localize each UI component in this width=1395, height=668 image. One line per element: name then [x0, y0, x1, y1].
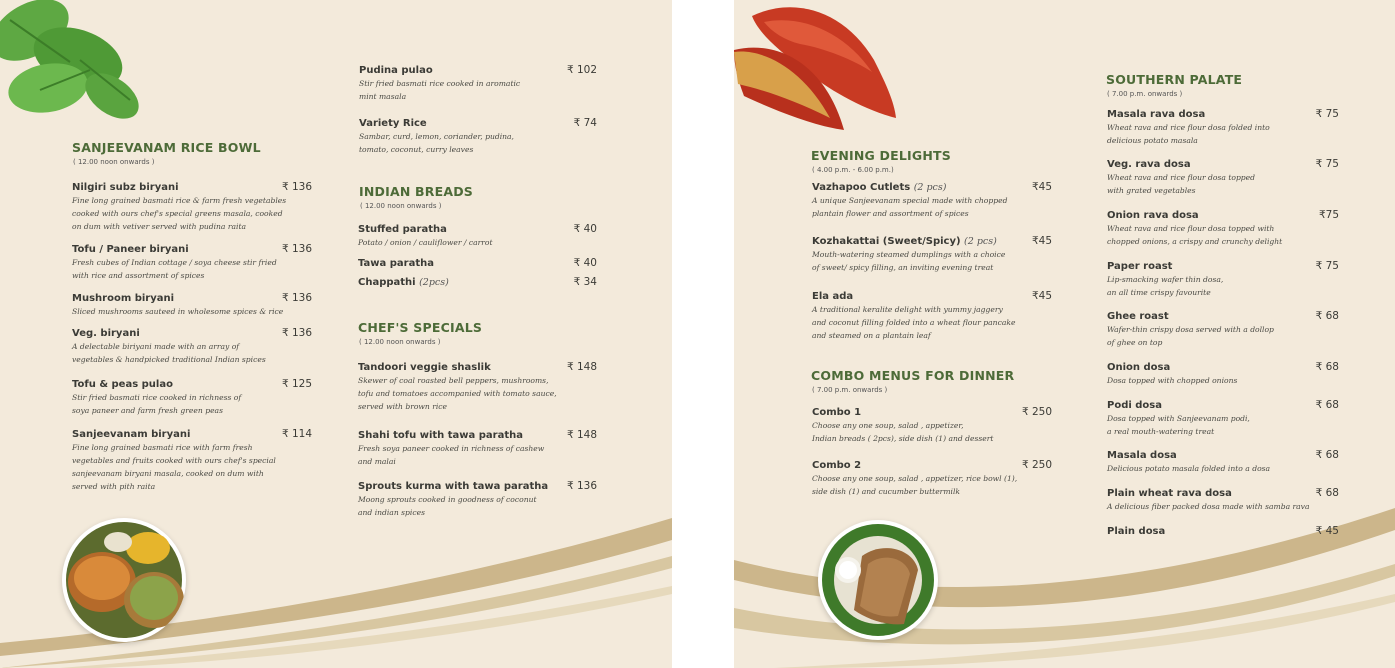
item-description: [358, 442, 597, 468]
item-description-line: with grated vegetables: [1107, 186, 1196, 195]
item-name: [358, 224, 447, 235]
item-description-line: tofu and tomatoes accompanied with tomato sauce,: [358, 389, 557, 398]
menu-item-row: [1107, 158, 1339, 170]
menu-item-tawa-paratha: [358, 257, 597, 269]
item-description: [812, 194, 1052, 220]
item-price: ₹ 250: [1021, 459, 1052, 471]
section-title: SANJEEVANAM RICE BOWL: [72, 140, 261, 155]
item-name-text: Vazhapoo Cutlets: [812, 182, 911, 193]
item-name-text: Plain wheat rava dosa: [1107, 488, 1232, 499]
item-description: [1107, 412, 1339, 438]
item-description-line: Indian breads ( 2pcs), side dish (1) and dessert: [812, 434, 994, 443]
menu-item-tofu-peas-pulao: [72, 378, 312, 417]
item-description: [1107, 374, 1339, 387]
item-description-line: served with brown rice: [358, 402, 448, 411]
item-name: [72, 244, 189, 255]
item-description: [1107, 222, 1339, 248]
item-price: ₹ 114: [281, 428, 312, 440]
item-name: [359, 118, 427, 129]
section-header-evening-delights: [811, 148, 951, 174]
item-name-text: Veg. rava dosa: [1107, 159, 1191, 170]
item-price: ₹ 136: [566, 480, 597, 492]
item-description: [358, 374, 597, 413]
menu-item-sprouts-kurma-with-tawa-paratha: [358, 480, 597, 519]
item-name-text: Paper roast: [1107, 261, 1173, 272]
item-description: [72, 340, 312, 366]
menu-item-row: [1107, 525, 1339, 537]
menu-item-row: [812, 235, 1052, 247]
menu-item-mushroom-biryani: [72, 292, 312, 318]
item-price: ₹ 75: [1315, 260, 1339, 272]
item-description: [812, 472, 1052, 498]
section-title: COMBO MENUS FOR DINNER: [811, 368, 1015, 383]
banana-flower-illustration: [734, 0, 904, 135]
item-description-line: chopped onions, a crispy and crunchy delight: [1107, 237, 1283, 246]
item-description: [1107, 500, 1339, 513]
menu-item-row: [72, 243, 312, 255]
item-name: [358, 258, 434, 269]
item-name: [1107, 450, 1177, 461]
menu-item-row: [1107, 487, 1339, 499]
menu-item-row: [358, 429, 597, 441]
menu-item-row: [358, 276, 597, 288]
section-header-indian-breads: [359, 184, 473, 210]
item-description-line: Fresh soya paneer cooked in richness of cashew: [358, 444, 545, 453]
menu-item-plain-dosa: [1107, 525, 1339, 537]
item-description-line: Skewer of coal roasted bell peppers, mushrooms,: [358, 376, 549, 385]
menu-item-row: [1107, 209, 1339, 221]
menu-item-stuffed-paratha: [358, 223, 597, 249]
menu-item-ela-ada: [812, 290, 1052, 342]
section-title: CHEF'S SPECIALS: [358, 320, 483, 335]
item-description-line: Fine long grained basmati rice with farm fresh: [72, 443, 253, 452]
item-name: [72, 328, 140, 339]
item-name-text: Ghee roast: [1107, 311, 1169, 322]
item-name: [1107, 400, 1162, 411]
item-name-text: Combo 2: [812, 460, 862, 471]
item-description-line: and coconut filling folded into a wheat flour pancake: [812, 318, 1016, 327]
dosa-photo: [818, 520, 938, 640]
item-name: [812, 291, 853, 302]
item-name: [358, 430, 523, 441]
menu-item-row: [812, 459, 1052, 471]
item-name-text: Plain dosa: [1107, 526, 1166, 537]
item-name-text: Sanjeevanam biryani: [72, 429, 191, 440]
menu-item-tandoori-veggie-shaslik: [358, 361, 597, 413]
item-description-line: served with pith raita: [72, 482, 156, 491]
item-description-line: soya paneer and farm fresh green peas: [72, 406, 223, 415]
menu-item-onion-rava-dosa: [1107, 209, 1339, 248]
menu-item-onion-dosa: [1107, 361, 1339, 387]
item-name-text: Variety Rice: [359, 118, 427, 129]
item-price: ₹ 45: [1315, 525, 1339, 537]
item-name-text: Kozhakattai (Sweet/Spicy): [812, 236, 961, 247]
section-header-southern-palate: [1106, 72, 1242, 98]
menu-item-row: [358, 223, 597, 235]
item-description-line: A traditional keralite delight with yummy jaggery: [812, 305, 1003, 314]
item-price: ₹ 68: [1315, 449, 1339, 461]
menu-item-chappathi: [358, 276, 597, 288]
mint-leaf-illustration: [0, 0, 170, 140]
item-name-text: Masala rava dosa: [1107, 109, 1206, 120]
item-name: [1107, 488, 1232, 499]
item-description-line: tomato, coconut, curry leaves: [359, 145, 474, 154]
menu-item-plain-wheat-rava-dosa: [1107, 487, 1339, 513]
item-description: [359, 130, 597, 156]
item-description-line: Fine long grained basmati rice & farm fresh vegetables: [72, 196, 287, 205]
item-description-line: A delicious fiber packed dosa made with samba rava: [1107, 502, 1310, 511]
item-name: [812, 236, 997, 247]
menu-page-left: [0, 0, 672, 668]
item-description-line: Dosa topped with chopped onions: [1107, 376, 1238, 385]
item-name: [72, 293, 174, 304]
menu-item-row: [72, 428, 312, 440]
item-description-line: Sambar, curd, lemon, coriander, pudina,: [359, 132, 514, 141]
menu-item-shahi-tofu-with-tawa-paratha: [358, 429, 597, 468]
item-description-line: a real mouth-watering treat: [1107, 427, 1215, 436]
item-price: ₹75: [1318, 209, 1339, 221]
item-description-line: Potato / onion / cauliflower / carrot: [358, 238, 493, 247]
item-description-line: Sliced mushrooms sauteed in wholesome spices & rice: [72, 307, 284, 316]
item-name: [72, 182, 179, 193]
item-price: ₹ 68: [1315, 361, 1339, 373]
menu-item-row: [1107, 108, 1339, 120]
item-description-line: Stir fried basmati rice cooked in aromatic: [359, 79, 521, 88]
item-price: ₹ 74: [573, 117, 597, 129]
menu-item-row: [72, 327, 312, 339]
section-header-chefs-specials: [358, 320, 482, 346]
item-price: ₹45: [1031, 290, 1052, 302]
menu-item-row: [1107, 361, 1339, 373]
menu-item-row: [1107, 399, 1339, 411]
page-gutter: [672, 0, 734, 668]
menu-item-podi-dosa: [1107, 399, 1339, 438]
section-title: SOUTHERN PALATE: [1106, 72, 1243, 87]
menu-item-ghee-roast: [1107, 310, 1339, 349]
section-time: ( 12.00 noon onwards ): [360, 202, 442, 210]
item-price: ₹45: [1031, 235, 1052, 247]
item-name-text: Shahi tofu with tawa paratha: [358, 430, 523, 441]
item-description-line: Moong sprouts cooked in goodness of coconut: [358, 495, 537, 504]
item-description-line: Choose any one soup, salad , appetizer,: [812, 421, 964, 430]
item-description-line: with rice and assortment of spices: [72, 271, 205, 280]
menu-item-row: [812, 290, 1052, 302]
item-description-line: and malai: [358, 457, 396, 466]
item-name: [358, 277, 449, 288]
item-description-line: Choose any one soup, salad , appetizer, rice bowl (1),: [812, 474, 1018, 483]
item-price: ₹ 40: [573, 257, 597, 269]
item-price: ₹ 136: [281, 181, 312, 193]
item-name: [358, 362, 491, 373]
item-description: [72, 256, 312, 282]
item-price: ₹ 125: [281, 378, 312, 390]
item-description-line: Wafer-thin crispy dosa served with a dollop: [1107, 325, 1274, 334]
item-name-text: Combo 1: [812, 407, 862, 418]
item-description: [72, 305, 312, 318]
item-description: [812, 248, 1052, 274]
item-name: [1107, 109, 1205, 120]
item-description-line: of sweet/ spicy filling, an inviting evening treat: [812, 263, 994, 272]
item-price: ₹ 68: [1315, 310, 1339, 322]
item-description-line: Mouth-watering steamed dumplings with a choice: [812, 250, 1006, 259]
menu-item-row: [359, 64, 597, 76]
item-description: [1107, 273, 1339, 299]
item-description-line: cooked with ours chef's special greens masala, cooked: [72, 209, 283, 218]
item-description-line: A unique Sanjeevanam special made with chopped: [812, 196, 1008, 205]
menu-item-combo-2: [812, 459, 1052, 498]
item-name-text: Sprouts kurma with tawa paratha: [358, 481, 549, 492]
menu-page-right: [734, 0, 1395, 668]
item-name-text: Podi dosa: [1107, 400, 1162, 411]
item-price: ₹ 148: [566, 361, 597, 373]
item-description-line: delicious potato masala: [1107, 136, 1198, 145]
menu-item-row: [72, 181, 312, 193]
item-name: [72, 379, 173, 390]
item-name: [1107, 159, 1191, 170]
item-price: ₹ 40: [573, 223, 597, 235]
item-name-text: Mushroom biryani: [72, 293, 175, 304]
item-name: [359, 65, 433, 76]
item-name: [1107, 526, 1165, 537]
menu-item-masala-rava-dosa: [1107, 108, 1339, 147]
item-price: ₹ 136: [281, 292, 312, 304]
item-description-line: sanjeevanam biryani masala, cooked on dum with: [72, 469, 264, 478]
item-description: [359, 77, 597, 103]
item-name-text: Stuffed paratha: [358, 224, 447, 235]
section-time: ( 7.00 p.m. onwards ): [812, 386, 888, 394]
item-description-line: of ghee on top: [1107, 338, 1163, 347]
item-name: [812, 407, 861, 418]
item-price: ₹ 75: [1315, 158, 1339, 170]
item-name-text: Pudina pulao: [359, 65, 433, 76]
item-description-line: Lip-smacking wafer thin dosa,: [1107, 275, 1224, 284]
item-price: ₹ 148: [566, 429, 597, 441]
item-description: [812, 419, 1052, 445]
item-price: ₹ 136: [281, 327, 312, 339]
item-price: ₹ 136: [281, 243, 312, 255]
item-description: [72, 441, 312, 493]
item-description: [72, 391, 312, 417]
item-description: [358, 236, 597, 249]
section-time: ( 12.00 noon onwards ): [359, 338, 441, 346]
section-title: EVENING DELIGHTS: [811, 148, 951, 163]
item-description-line: Wheat rava and rice flour dosa folded into: [1107, 123, 1270, 132]
item-description-line: vegetables and fruits cooked with ours chef's special: [72, 456, 276, 465]
item-price: ₹ 75: [1315, 108, 1339, 120]
menu-item-row: [72, 292, 312, 304]
section-time: ( 12.00 noon onwards ): [73, 158, 155, 166]
menu-item-row: [812, 181, 1052, 193]
item-name-text: Tandoori veggie shaslik: [358, 362, 491, 373]
menu-item-row: [358, 257, 597, 269]
item-name-text: Veg. biryani: [72, 328, 140, 339]
item-quantity: (2pcs): [419, 277, 449, 288]
item-name: [358, 481, 548, 492]
item-name: [1107, 210, 1199, 221]
item-description: [72, 194, 312, 233]
item-description-line: Stir fried basmati rice cooked in richness of: [72, 393, 242, 402]
item-description: [1107, 121, 1339, 147]
menu-item-row: [812, 406, 1052, 418]
section-time: ( 4.00 p.m. - 6.00 p.m.): [812, 166, 894, 174]
item-description-line: Dosa topped with Sanjeevanam podi,: [1107, 414, 1250, 423]
item-description-line: and indian spices: [358, 508, 425, 517]
menu-item-kozhakattai-sweet-spicy: [812, 235, 1052, 274]
menu-item-row: [358, 480, 597, 492]
item-description-line: Wheat rava and rice flour dosa topped with: [1107, 224, 1275, 233]
item-quantity: (2 pcs): [964, 236, 997, 247]
item-price: ₹ 68: [1315, 399, 1339, 411]
menu-item-row: [1107, 310, 1339, 322]
item-price: ₹ 68: [1315, 487, 1339, 499]
item-name-text: Masala dosa: [1107, 450, 1177, 461]
menu-item-row: [1107, 260, 1339, 272]
item-name: [812, 182, 946, 193]
menu-item-vazhapoo-cutlets: [812, 181, 1052, 220]
section-header-rice-bowl: [72, 140, 261, 166]
item-name-text: Tawa paratha: [358, 258, 434, 269]
menu-item-pudina-pulao: [359, 64, 597, 103]
item-description-line: mint masala: [359, 92, 407, 101]
item-name-text: Nilgiri subz biryani: [72, 182, 179, 193]
item-description-line: Delicious potato masala folded into a dosa: [1107, 464, 1271, 473]
section-title: INDIAN BREADS: [359, 184, 473, 199]
item-description-line: vegetables & handpicked traditional Indian spices: [72, 355, 266, 364]
item-name-text: Onion dosa: [1107, 362, 1171, 373]
section-header-combo-menus: [811, 368, 1014, 394]
item-name: [812, 460, 861, 471]
item-description: [812, 303, 1052, 342]
item-description: [1107, 462, 1339, 475]
item-description-line: side dish (1) and cucumber buttermilk: [812, 487, 960, 496]
menu-item-combo-1: [812, 406, 1052, 445]
menu-item-masala-dosa: [1107, 449, 1339, 475]
item-name-text: Onion rava dosa: [1107, 210, 1199, 221]
item-description-line: Wheat rava and rice flour dosa topped: [1107, 173, 1256, 182]
section-time: ( 7.00 p.m. onwards ): [1107, 90, 1183, 98]
item-description-line: A delectable biriyani made with an array of: [72, 342, 240, 351]
menu-item-row: [72, 378, 312, 390]
item-description: [1107, 171, 1339, 197]
item-description-line: and steamed on a plantain leaf: [812, 331, 931, 340]
item-name-text: Ela ada: [812, 291, 854, 302]
item-name: [1107, 311, 1169, 322]
menu-item-row: [359, 117, 597, 129]
menu-item-paper-roast: [1107, 260, 1339, 299]
menu-item-row: [358, 361, 597, 373]
item-price: ₹ 102: [566, 64, 597, 76]
item-name: [1107, 362, 1170, 373]
menu-item-nilgiri-subz-biryani: [72, 181, 312, 233]
item-name-text: Tofu / Paneer biryani: [72, 244, 189, 255]
item-name: [72, 429, 190, 440]
menu-item-tofu-paneer-biryani: [72, 243, 312, 282]
item-price: ₹ 34: [573, 276, 597, 288]
item-description-line: plantain flower and assortment of spices: [812, 209, 969, 218]
item-price: ₹ 250: [1021, 406, 1052, 418]
item-quantity: (2 pcs): [913, 182, 947, 193]
item-description: [1107, 323, 1339, 349]
item-name: [1107, 261, 1172, 272]
menu-item-veg-biryani: [72, 327, 312, 366]
menu-item-veg-rava-dosa: [1107, 158, 1339, 197]
item-description-line: an all time crispy favourite: [1107, 288, 1211, 297]
item-name-text: Tofu & peas pulao: [72, 379, 173, 390]
item-description-line: Fresh cubes of Indian cottage / soya cheese stir fried: [72, 258, 277, 267]
item-description-line: on dum with vetiver served with pudina raita: [72, 222, 247, 231]
item-description: [358, 493, 597, 519]
item-name-text: Chappathi: [358, 277, 416, 288]
item-price: ₹45: [1031, 181, 1052, 193]
biryani-photo: [62, 518, 186, 642]
menu-item-sanjeevanam-biryani: [72, 428, 312, 493]
menu-item-variety-rice: [359, 117, 597, 156]
menu-item-row: [1107, 449, 1339, 461]
